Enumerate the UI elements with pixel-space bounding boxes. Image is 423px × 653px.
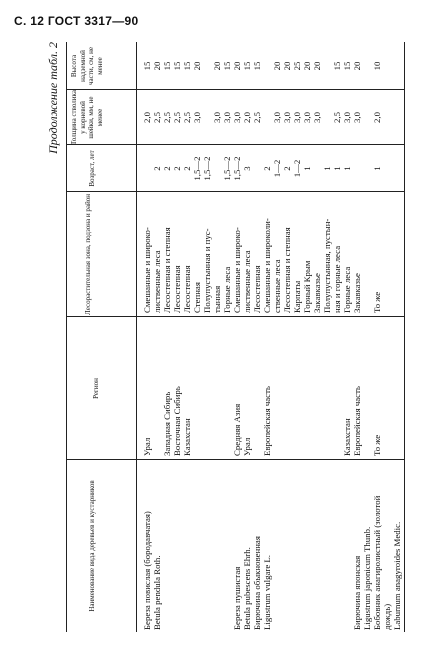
thickness-value: 3,0 xyxy=(352,112,362,123)
region-line: Европейская часть xyxy=(352,386,362,456)
height-value: 20 xyxy=(232,61,242,71)
zone-line: Смешанные и широко- xyxy=(232,227,242,313)
zone-line: Полупустынная, пустын- xyxy=(322,218,332,313)
age-value: 1 xyxy=(342,166,352,171)
thickness-value: 2,5 xyxy=(332,112,342,123)
height-value: 10 xyxy=(372,61,382,71)
zone-line: лиственные леса xyxy=(152,250,162,313)
height-value: 15 xyxy=(242,61,252,71)
age-value: 1 xyxy=(372,166,382,171)
species-line: Betula pubescens Ehrh. xyxy=(242,547,252,630)
species-line: Береза пушистая xyxy=(232,566,242,630)
age-value: 1 xyxy=(302,166,312,171)
table xyxy=(66,42,404,632)
header-height: Высота надземной части, см, не менее xyxy=(70,47,104,85)
thickness-value: 2,0 xyxy=(142,112,152,123)
age-value: 1 xyxy=(332,166,342,171)
thickness-value: 3,0 xyxy=(272,112,282,123)
age-value: 2 xyxy=(162,166,172,171)
table-caption: Продолжение табл. 2 xyxy=(46,42,60,154)
zone-line: лиственные леса xyxy=(242,250,252,313)
species-line: Ligustrum japonicum Thunb. xyxy=(362,526,372,630)
age-value: 1—2 xyxy=(272,159,282,178)
thickness-value: 3,0 xyxy=(192,112,202,123)
header-stem-thickness: Толщина стволика у корневой шейки, мм, не менее xyxy=(70,90,104,145)
height-value: 15 xyxy=(342,61,352,71)
thickness-value: 2,0 xyxy=(372,112,382,123)
region-line: Западная Сибирь xyxy=(162,391,172,456)
thickness-value: 3,0 xyxy=(222,112,232,123)
col-divider xyxy=(66,459,404,460)
thickness-value: 2,5 xyxy=(172,112,182,123)
region-line: Средняя Азия xyxy=(232,403,242,456)
age-value: 1 xyxy=(322,166,332,171)
region-line: Казахстан xyxy=(342,418,352,456)
height-value: 15 xyxy=(142,61,152,71)
age-value: 2 xyxy=(282,166,292,171)
species-line: Бобовник анагиролистный (золотой xyxy=(372,495,382,630)
height-value: 15 xyxy=(222,61,232,71)
species-line: Laburnum anagyroides Medic. xyxy=(392,521,402,630)
zone-line: тынная xyxy=(212,285,222,313)
zone-line: Закавказье xyxy=(352,273,362,313)
zone-line: Лесостепная и степная xyxy=(282,227,292,313)
zone-line: Лесостепная xyxy=(182,265,192,313)
region-line: Урал xyxy=(242,437,252,456)
age-value: 3 xyxy=(242,166,252,171)
region-line: Европейская часть xyxy=(262,386,272,456)
zone-line: Смешанные и широко- xyxy=(142,227,152,313)
header-region: Регион xyxy=(92,378,100,399)
age-value: 1,5—2 xyxy=(192,156,202,181)
age-value: 2 xyxy=(172,166,182,171)
height-value: 20 xyxy=(312,61,322,71)
thickness-value: 3,0 xyxy=(292,112,302,123)
zone-line: Лесостепная xyxy=(252,265,262,313)
header-bottom-rule xyxy=(136,42,137,632)
zone-line: Горные леса xyxy=(222,266,232,313)
zone-line: ная и горные леса xyxy=(332,245,342,313)
age-value: 2 xyxy=(152,166,162,171)
height-value: 20 xyxy=(352,61,362,71)
region-line: Восточная Сибирь xyxy=(172,386,182,456)
zone-line: Лесостепная и степная xyxy=(162,227,172,313)
region-line: Казахстан xyxy=(182,418,192,456)
height-value: 15 xyxy=(182,61,192,71)
age-value: 2 xyxy=(182,166,192,171)
thickness-value: 3,0 xyxy=(342,112,352,123)
age-value: 1,5—2 xyxy=(202,156,212,181)
species-line: Береза повислая (бородавчатая) xyxy=(142,511,152,630)
zone-line: Карпаты xyxy=(292,280,302,313)
zone-line: Лесостепная xyxy=(172,265,182,313)
thickness-value: 2,0 xyxy=(242,112,252,123)
zone-line: Полупустынная и пус- xyxy=(202,228,212,313)
height-value: 20 xyxy=(152,61,162,71)
zone-line: Горный Крым xyxy=(302,260,312,313)
age-value: 2 xyxy=(262,166,272,171)
table-top-rule xyxy=(66,42,67,632)
header-age: Возраст, лет xyxy=(88,150,96,187)
thickness-value: 3,0 xyxy=(312,112,322,123)
height-value: 15 xyxy=(332,61,342,71)
zone-line: Степная xyxy=(192,282,202,313)
page-header: С. 12 ГОСТ 3317—90 xyxy=(14,14,139,28)
thickness-value: 2,5 xyxy=(252,112,262,123)
thickness-value: 3,0 xyxy=(212,112,222,123)
species-line: Бирючина японская xyxy=(352,555,362,630)
header-species: Наименование вида деревьев и кустарников xyxy=(88,480,96,612)
height-value: 15 xyxy=(162,61,172,71)
height-value: 20 xyxy=(212,61,222,71)
header-zone: Лесорастительная зона, подзона и район xyxy=(84,194,92,315)
age-value: 1,5—2 xyxy=(222,156,232,181)
rotated-table-page xyxy=(46,42,404,632)
thickness-value: 3,0 xyxy=(302,112,312,123)
height-value: 15 xyxy=(172,61,182,71)
age-value: 1—2 xyxy=(292,159,302,178)
zone-line: Горные леса xyxy=(342,266,352,313)
region-line: То же xyxy=(372,434,382,456)
zone-line: ственные леса xyxy=(272,259,282,313)
height-value: 25 xyxy=(292,61,302,71)
species-line: Ligustrum vulgare L. xyxy=(262,554,272,630)
zone-line: Смешанные и широколи- xyxy=(262,218,272,313)
age-value: 1,5—2 xyxy=(232,156,242,181)
col-divider xyxy=(66,316,404,317)
table-bottom-rule xyxy=(404,42,405,632)
zone-line: То же xyxy=(372,291,382,313)
zone-line: Закавказье xyxy=(312,273,322,313)
species-line: Betula pendula Roth. xyxy=(152,555,162,630)
thickness-value: 3,0 xyxy=(282,112,292,123)
thickness-value: 2,5 xyxy=(152,112,162,123)
height-value: 15 xyxy=(252,61,262,71)
thickness-value: 2,5 xyxy=(182,112,192,123)
height-value: 20 xyxy=(302,61,312,71)
height-value: 20 xyxy=(192,61,202,71)
thickness-value: 3,0 xyxy=(232,112,242,123)
thickness-value: 2,5 xyxy=(162,112,172,123)
species-line: Бирючина обыкновенная xyxy=(252,536,262,630)
region-line: Урал xyxy=(142,437,152,456)
height-value: 20 xyxy=(282,61,292,71)
height-value: 20 xyxy=(272,61,282,71)
species-line: дождь) xyxy=(382,603,392,630)
